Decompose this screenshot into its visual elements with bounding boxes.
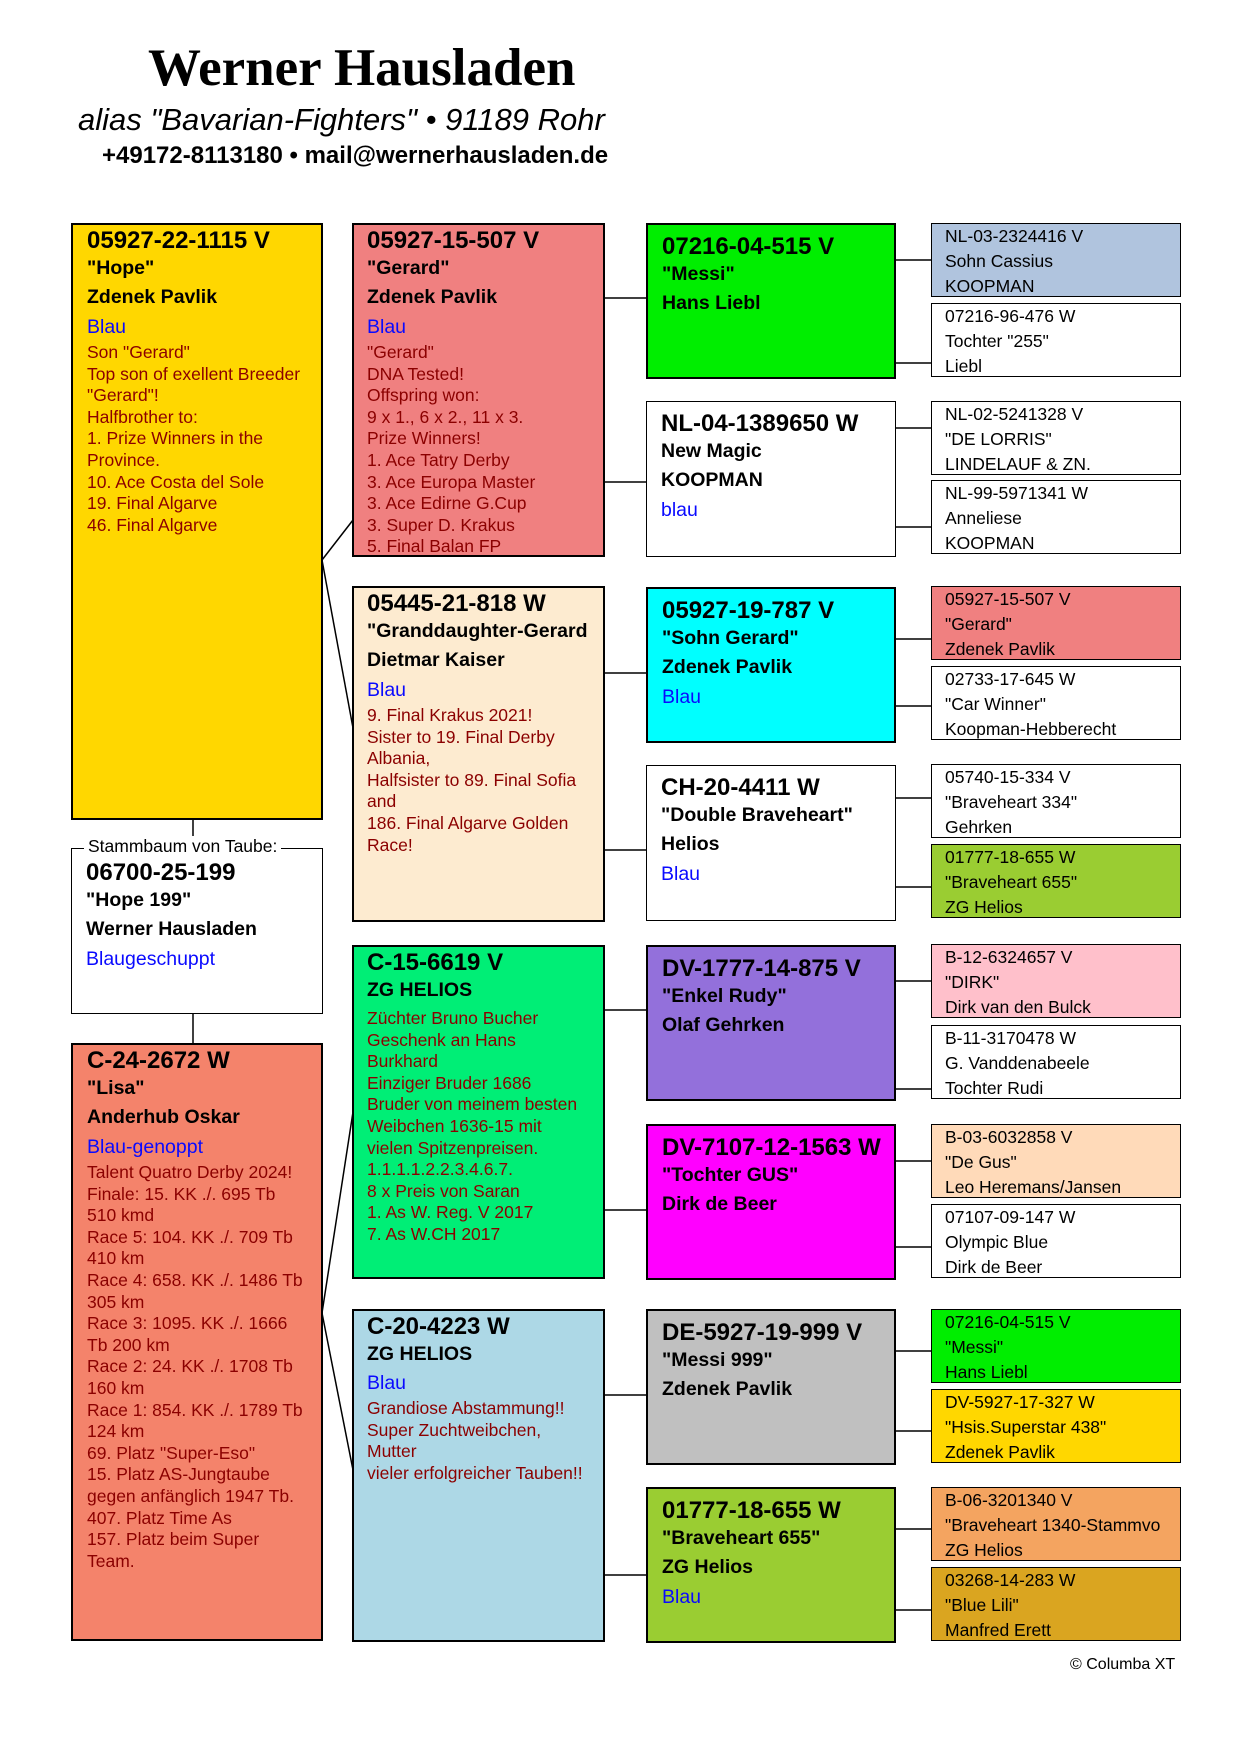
notes: "Gerard" DNA Tested! Offspring won: 9 x 1., 6 x 2., 11 x 3. Prize Winners! 1. Ace Tatry Derby 3. Ace Europa Master 3. Ace Edirne G.Cup 3. Super D. Krakus 5. Final Balan FP	[367, 342, 536, 557]
pigeon-name: "Tochter GUS"	[662, 1164, 799, 1186]
pigeon-name: "Messi 999"	[662, 1349, 773, 1371]
dam-card	[71, 1043, 323, 1641]
ancestor-gen4-10	[931, 1025, 1181, 1099]
ancestor-gen4-13	[931, 1309, 1181, 1383]
pigeon-name: "Gerard"	[945, 614, 1012, 634]
breeder: Zdenek Pavlik	[945, 639, 1055, 659]
ancestor-gen4-12	[931, 1204, 1181, 1278]
breeder: Manfred Erett	[945, 1620, 1052, 1640]
owner-contact: +49172-8113180 • mail@wernerhausladen.de	[102, 142, 609, 169]
breeder: Zdenek Pavlik	[662, 656, 793, 678]
dam-color: Blau-genoppt	[87, 1136, 204, 1158]
breeder: ZG Helios	[662, 1556, 754, 1578]
ring-number: C-20-4223 W	[367, 1313, 510, 1340]
notes: 9. Final Krakus 2021! Sister to 19. Final Derby Albania, Halfsister to 89. Final Sofia and 186. Final Algarve Golden Race!	[367, 705, 577, 855]
ring-number: 07216-04-515 V	[945, 1312, 1071, 1332]
pigeon-name: Anneliese	[945, 508, 1022, 528]
sire-card	[71, 223, 323, 820]
breeder: KOOPMAN	[945, 533, 1035, 553]
pigeon-name: "Messi"	[945, 1337, 1004, 1357]
ring-number: 05445-21-818 W	[367, 590, 546, 617]
ring-number: 07216-96-476 W	[945, 306, 1076, 326]
pigeon-name: "Enkel Rudy"	[662, 985, 787, 1007]
pigeon-name: "DIRK"	[945, 972, 1000, 992]
pigeon-name: Olympic Blue	[945, 1232, 1049, 1252]
breeder: ZG Helios	[945, 1540, 1023, 1560]
ancestor-gen4-7	[931, 764, 1181, 838]
ancestor-gen3-1	[646, 223, 896, 379]
ring-number: DE-5927-19-999 V	[662, 1319, 863, 1346]
breeder: LINDELAUF & ZN.	[945, 454, 1091, 474]
ring-number: 01777-18-655 W	[662, 1497, 841, 1524]
pigeon-name: G. Vanddenabeele	[945, 1053, 1090, 1073]
ancestor-gen4-15	[931, 1487, 1181, 1561]
subject-name: "Hope 199"	[86, 889, 192, 911]
breeder: Dirk de Beer	[945, 1257, 1043, 1277]
subject-pigeon-card	[71, 848, 323, 1014]
breeder: Olaf Gehrken	[662, 1014, 785, 1036]
ring-number: DV-1777-14-875 V	[662, 955, 861, 982]
ring-number: 03268-14-283 W	[945, 1570, 1076, 1590]
notes: Züchter Bruno Bucher Geschenk an Hans Burkhard Einziger Bruder 1686 Bruder von meinem besten Weibchen 1636-15 mit vielen Spitzenpreisen. 1.1.1.1.2.2.3.4.6.7. 8 x Preis von Saran 1. As W. Reg. V 2017 7. As W.CH 2017	[367, 1008, 578, 1244]
ring-number: NL-04-1389650 W	[661, 410, 859, 437]
dam-breeder: Anderhub Oskar	[87, 1106, 240, 1128]
breeder: Hans Liebl	[662, 292, 761, 314]
ring-number: B-03-6032858 V	[945, 1127, 1073, 1147]
granddam-paternal-card	[352, 586, 605, 922]
breeder: Zdenek Pavlik	[945, 1442, 1055, 1462]
ancestor-gen3-4	[646, 765, 896, 921]
dam-ring-number: C-24-2672 W	[87, 1047, 230, 1074]
pigeon-name: Sohn Cassius	[945, 251, 1053, 271]
ring-number: NL-99-5971341 W	[945, 483, 1088, 503]
sire-name: "Hope"	[87, 257, 155, 279]
ring-number: C-15-6619 V	[367, 949, 504, 976]
ring-number: 05927-15-507 V	[945, 589, 1071, 609]
owner-alias: alias "Bavarian-Fighters" • 91189 Rohr	[78, 102, 605, 137]
ancestor-gen3-3	[646, 587, 896, 743]
breeder: Dirk van den Bulck	[945, 997, 1091, 1017]
sire-ring-number: 05927-22-1115 V	[87, 227, 270, 254]
breeder: ZG Helios	[945, 897, 1023, 917]
pigeon-name: "Sohn Gerard"	[662, 627, 799, 649]
ring-number: CH-20-4411 W	[661, 774, 820, 801]
ancestor-gen3-8	[646, 1487, 896, 1643]
color: Blau	[367, 679, 407, 701]
pigeon-name: "Blue Lili"	[945, 1595, 1019, 1615]
pigeon-name: "Messi"	[662, 263, 735, 285]
owner-name: Werner Hausladen	[148, 39, 576, 97]
breeder: Helios	[661, 833, 720, 855]
breeder: Zdenek Pavlik	[662, 1378, 793, 1400]
color: Blau	[661, 863, 701, 885]
ancestor-gen4-1	[931, 223, 1181, 297]
ancestor-gen4-9	[931, 944, 1181, 1018]
ring-number: 07107-09-147 W	[945, 1207, 1076, 1227]
breeder: Dirk de Beer	[662, 1193, 777, 1215]
pigeon-name: "De Gus"	[945, 1152, 1017, 1172]
color: Blau	[662, 1586, 702, 1608]
ancestor-gen4-2	[931, 303, 1181, 377]
pigeon-name: "Double Braveheart"	[661, 804, 853, 826]
pigeon-name: "Car Winner"	[945, 694, 1046, 714]
pigeon-name: New Magic	[661, 440, 762, 462]
ancestor-gen4-11	[931, 1124, 1181, 1198]
ring-number: B-11-3170478 W	[945, 1028, 1077, 1048]
pigeon-name: "Hsis.Superstar 438"	[945, 1417, 1107, 1437]
pigeon-name: ZG HELIOS	[367, 1343, 473, 1365]
ancestor-gen4-14	[931, 1389, 1181, 1463]
ancestor-gen4-5	[931, 586, 1181, 660]
breeder: KOOPMAN	[945, 276, 1035, 296]
breeder: Leo Heremans/Jansen	[945, 1177, 1122, 1197]
pigeon-name: "Braveheart 1340-Stammvo	[945, 1515, 1161, 1535]
ring-number: DV-5927-17-327 W	[945, 1392, 1095, 1412]
ancestor-gen3-7	[646, 1309, 896, 1465]
color: Blau	[367, 1372, 407, 1394]
subject-color: Blaugeschuppt	[86, 948, 216, 970]
ring-number: 02733-17-645 W	[945, 669, 1076, 689]
pedigree-label: Stammbaum von Taube:	[84, 836, 281, 856]
ancestor-gen4-8	[931, 844, 1181, 918]
ring-number: 05927-19-787 V	[662, 597, 835, 624]
ring-number: 05927-15-507 V	[367, 227, 540, 254]
pigeon-name: ZG HELIOS	[367, 979, 473, 1001]
ancestor-gen4-6	[931, 666, 1181, 740]
sire-color: Blau	[87, 316, 127, 338]
ancestor-gen3-5	[646, 945, 896, 1101]
dam-notes: Talent Quatro Derby 2024! Finale: 15. KK ./. 695 Tb 510 kmd Race 5: 104. KK ./. 709 Tb 410 km Race 4: 658. KK ./. 1486 Tb 305 km Race 3: 1095. KK ./. 1666 Tb 200 km Race 2: 24. KK ./. 1708 Tb 160 km Race 1: 854. KK ./. 1789 Tb 124 km 69. Platz "Super-Eso" 15. Platz AS-Jungtaube gegen anfänglich 1947 Tb. 407. Platz Time As 157. Platz beim Super Team.	[87, 1162, 303, 1571]
color: Blau	[662, 686, 702, 708]
ancestor-gen4-16	[931, 1567, 1181, 1641]
ring-number: B-06-3201340 V	[945, 1490, 1073, 1510]
ring-number: 05740-15-334 V	[945, 767, 1071, 787]
ancestor-gen3-2	[646, 401, 896, 557]
grandsire-maternal-card	[352, 945, 605, 1279]
ring-number: B-12-6324657 V	[945, 947, 1073, 967]
pigeon-name: "Granddaughter-Gerard	[367, 620, 588, 642]
ancestor-gen3-6	[646, 1124, 896, 1280]
color: blau	[661, 499, 698, 521]
breeder: KOOPMAN	[661, 469, 763, 491]
grandsire-paternal-card	[352, 223, 605, 557]
ancestor-gen4-4	[931, 480, 1181, 554]
subject-ring-number: 06700-25-199	[86, 859, 236, 886]
pigeon-name: "Braveheart 655"	[945, 872, 1078, 892]
ring-number: 01777-18-655 W	[945, 847, 1076, 867]
pigeon-name: "Braveheart 655"	[662, 1527, 821, 1549]
breeder: Koopman-Hebberecht	[945, 719, 1117, 739]
sire-notes: Son "Gerard" Top son of exellent Breeder "Gerard"! Halfbrother to: 1. Prize Winners in the Province. 10. Ace Costa del Sole 19. Final Algarve 46. Final Algarve	[87, 342, 301, 535]
copyright-notice: © Columba XT	[1070, 1656, 1176, 1673]
ring-number: 07216-04-515 V	[662, 233, 835, 260]
breeder: Tochter Rudi	[945, 1078, 1044, 1098]
ancestor-gen4-3	[931, 401, 1181, 475]
pigeon-name: "Gerard"	[367, 257, 450, 279]
ring-number: NL-03-2324416 V	[945, 226, 1084, 246]
breeder: Dietmar Kaiser	[367, 649, 505, 671]
ring-number: DV-7107-12-1563 W	[662, 1134, 881, 1161]
notes: Grandiose Abstammung!! Super Zuchtweibchen, Mutter vieler erfolgreicher Tauben!!	[367, 1398, 583, 1483]
pigeon-name: Tochter "255"	[945, 331, 1049, 351]
pigeon-name: "DE LORRIS"	[945, 429, 1052, 449]
breeder: Zdenek Pavlik	[367, 286, 498, 308]
pigeon-name: "Braveheart 334"	[945, 792, 1078, 812]
breeder: Liebl	[945, 356, 982, 376]
sire-breeder: Zdenek Pavlik	[87, 286, 218, 308]
dam-name: "Lisa"	[87, 1077, 145, 1099]
granddam-maternal-card	[352, 1309, 605, 1642]
ring-number: NL-02-5241328 V	[945, 404, 1084, 424]
breeder: Gehrken	[945, 817, 1013, 837]
color: Blau	[367, 316, 407, 338]
breeder: Hans Liebl	[945, 1362, 1028, 1382]
subject-breeder: Werner Hausladen	[86, 918, 257, 940]
